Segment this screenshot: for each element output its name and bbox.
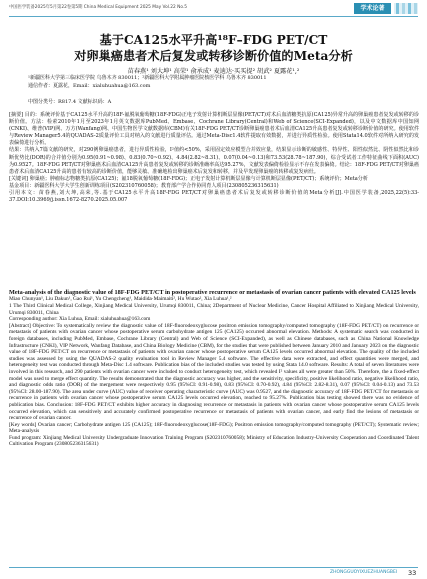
en-fund: Fund program: Xinjiang Medical University Undergraduate Innovation Training Program (S202310760058); Ministry of Education Industry-University Cooperation and Coordinated Talent Cultivation Program (230805236315631) <box>9 434 419 448</box>
title-line-2: 对卵巢癌患者术后复发或转移诊断价值的Meta分析 <box>74 48 353 63</box>
corresponding-author: 通信作者：夏露花，Email：xialuhuahua@163.com <box>28 82 151 89</box>
article-title <box>0 33 427 64</box>
english-abstract <box>9 289 419 448</box>
cn-fund: 基金项目：新疆医科大学大学生创新训练项目(S202310760058)；教育部产学合作协同育人项目(230805236315631) <box>9 182 279 189</box>
affiliations <box>28 75 398 90</box>
cn-abstract-part-1: [摘要] 目的：系统评价基于CA125水平升高的18F-氟脱氧葡萄糖(18F-FDG)正电子发射计算机断层显像(PET/CT)对术后血清糖类抗原(CA125)异常升高的卵巢癌患者复发或转移的诊断价值。方法：检索2010年1月至2023年1月英文数据库PubMed、Embase、Cochrane Library(Central)和Web of Science(SCI-Expanded)，以及中文数据库中国知网(CNKI)、维普(VIP)网、万方(Wanfang)网、中国生物医学文献数据库(CBM)有关18F-FDG PET/CT诊断卵巢癌患者术后血清CA125升高患者复发或转移诊断价值的研究。使用软件与Review Manager5.4的QUADAS-2质量评价工具对纳入的文献进行质量评估。通过Meta-Disc1.4软件提取有效数据，并进行异质性检验。使用Stata14.0软件对所纳入研究的发表偏倚进行分析。 <box>9 112 419 147</box>
footer-brand: ZHONGGUOYIXUEZHUANGBEI <box>330 570 398 575</box>
cn-citation: 引用本文：苗春燕,刘大坤,高荣,等.基于CA125水平升高18F-FDG PET/CT对卵巢癌患者术后复发或转移诊断价值的Meta分析[J].中国医学装备,2025,22(5):33-37.DOI:10.3969/j.issn.1672-8270.2025.05.007 <box>9 190 419 204</box>
en-keywords: [Key words] Ovarian cancer; Carbohydrate antigen 125 (CA125); 18F-fluorodeoxyglucose(18F-FDG); Positron emission tomography/computed tomography (PET/CT); Systematic review; Meta-analysis <box>9 421 419 435</box>
chinese-abstract <box>9 112 419 204</box>
affiliation-line: ¹新疆医科大学第三临床医学院 乌鲁木齐 830011；²新疆医科大学附属肿瘤医院核医学科 乌鲁木齐 830011 <box>28 75 267 81</box>
en-authors: Miao Chunyan¹, Liu Dakun¹, Gao Rui¹, Yu Chengcheng¹, Maidida·Maimaiti², Hu Wutao², Xia Luhua¹,² <box>9 296 232 303</box>
page-footer <box>0 564 427 579</box>
page-number: 33 <box>408 569 417 577</box>
cn-abstract-part-2: 结果：共纳入7篇文献的研究，对290例卵巢癌患者，进行异质性检验，I²值约<50%，采用固定效应模型合并效应量，结果显示诊断的敏感性、特异性、阳性似然比、阴性似然比和诊断优势比(DOR)的合并值分别为0.95(0.91~0.98)、0.83(0.70~0.92)、4.84(2.82~8.31)、0.07(0.04~0.13)和73.53(28.78~187.90)，综合受试者工作特征曲线下面积(AUC)为0.9527。18F-FDG PET/CT对卵巢癌术后血清CA125升高患者复发或转移的诊断准确率高达95.27%，文献发表偏倚检验显示不存在发表偏倚。结论：18F-FDG PET/CT对卵巢癌患者术后血清CA125升高的患者有较高的诊断价值，能够灵敏、准确地检出卵巢癌术后复发和转移，并及早发现卵巢癌的转移或复发病灶。 <box>9 147 419 175</box>
classification-info: 中图分类号：R817.4 文献标识码：A <box>28 99 112 105</box>
page-header <box>0 0 427 18</box>
en-corresponding: Corresponding author: Xia Luhua, Email: xialuhuahua@163.com <box>9 316 151 323</box>
footer-divider <box>9 567 418 568</box>
author-list: 苗春燕¹ 刘大坤¹ 高荣¹ 俞承成¹ 麦迪达·买买提² 胡武² 夏露花¹,² <box>127 68 300 75</box>
journal-line: 中国医学装备2025年5月第22卷第5期 China Medical Equipment 2025 May Vol.22 No.5 <box>9 5 188 10</box>
title-line-1: 基于CA125水平升高¹⁸F–FDG PET/CT <box>99 33 328 47</box>
cn-keywords: [关键词] 卵巢癌；肿瘤标志物糖类抗原(CA125)；氟18脱氧葡萄糖(18F-FDG)；正电子发射计算机断层显像与计算机断层显像(PET/CT)；系统评价；Meta分析 <box>9 175 368 182</box>
en-affiliation: 1 The Third Clinical Medical College, Xinjiang Medical University, Urumqi 830011, China; 2Department of Nuclear Medicine, Cancer Hospital Affiliated to Xinjiang Medical University, Urumqi 830011, China <box>9 303 419 316</box>
section-badge: 学术论著 <box>354 3 391 14</box>
en-title: Meta-analysis of the diagnostic value of 18F-FDG PET/CT in postoperative recurrence or metastasis of ovarian cancer patients with elevated CA125 levels <box>9 289 416 296</box>
header-divider <box>9 16 418 17</box>
decorative-stripes-icon <box>394 3 418 14</box>
en-abstract-body: [Abstract] Objective: To systematically review the diagnostic value of 18F-fluorodeoxyglucose positron emission tomography/computed tomography (18F-FDG PET/CT) on recurrence or metastasis of patients with ovarian cancer whose postoperative serum carbohydrate antigen 125 (CA125) occurred abnormal elevation. Methods: A systematic search was conducted in foreign databases, including PubMed, Embase, Cochrane Library (Central) and Web of Science (SCI-Expanded), as well as Chinese databases, such as China National Knowledge Infrastructure (CNKI), VIP Network, Wanfang Database, and China Biology Medicine (CBM), for the studies that were published between January 2010 and January 2023 on the diagnostic value of 18F-FDG PET/CT on recurrence or metastasis of patients with ovarian cancer whose postoperative serum CA125 levels occurred abnormal elevation. The quality of the included studies was assessed by using the QUADAS-2 quality evaluation tool in Review Manager 5.4 software. The effective data were extracted, and effect quantities were merged, and heterogeneity test was conducted through Meta-Disc 1.4 software. Publication bias of the included studies was tested by using Stata 14.0 software. Results: A total of seven literatures were involved in this research, and 290 patients with ovarian cancer were included to conduct heterogeneity test, which revealed I² values all were greater than 50%. Therefore, the a fixed-effect model was used to merge effect quantity. The results demonstrated that the diagnostic accuracy was higher, and the sensitivity, specificity, positive likelihood ratio, negative likelihood ratio, and diagnostic odds ratio (DOR) of the mergement were respectively 0.95 (95%CI: 0.91-0.98), 0.83 (95%CI: 0.70-0.92), 4.84 (95%CI: 2.82-8.31), 0.07 (95%CI: 0.04-0.13) and 73.53 (95%CI: 28.00-187.90). The area under curve (AUC) value of receiver operating characteristic curve (AUC) was 0.9527, and the diagnostic accuracy of 18F-FDG PET/CT for metastasis or recurrence in patients with ovarian cancer whose postoperative serum CA125 levels occurred elevation, reached to 95.27%. Publication bias testing showed there was no evidence of publication bias. Conclusion: 18F-FDG PET/CT exhibits higher accuracy in diagnosing recurrence or metastasis in patients with ovarian cancer whose postoperative serum CA125 levels occurred elevation, which can sensitively and accurately confirmed postoperative recurrence or metastasis of patients with ovarian cancer, and early find the lesions of metastasis or recurrence of ovarian cancer. <box>9 322 419 422</box>
